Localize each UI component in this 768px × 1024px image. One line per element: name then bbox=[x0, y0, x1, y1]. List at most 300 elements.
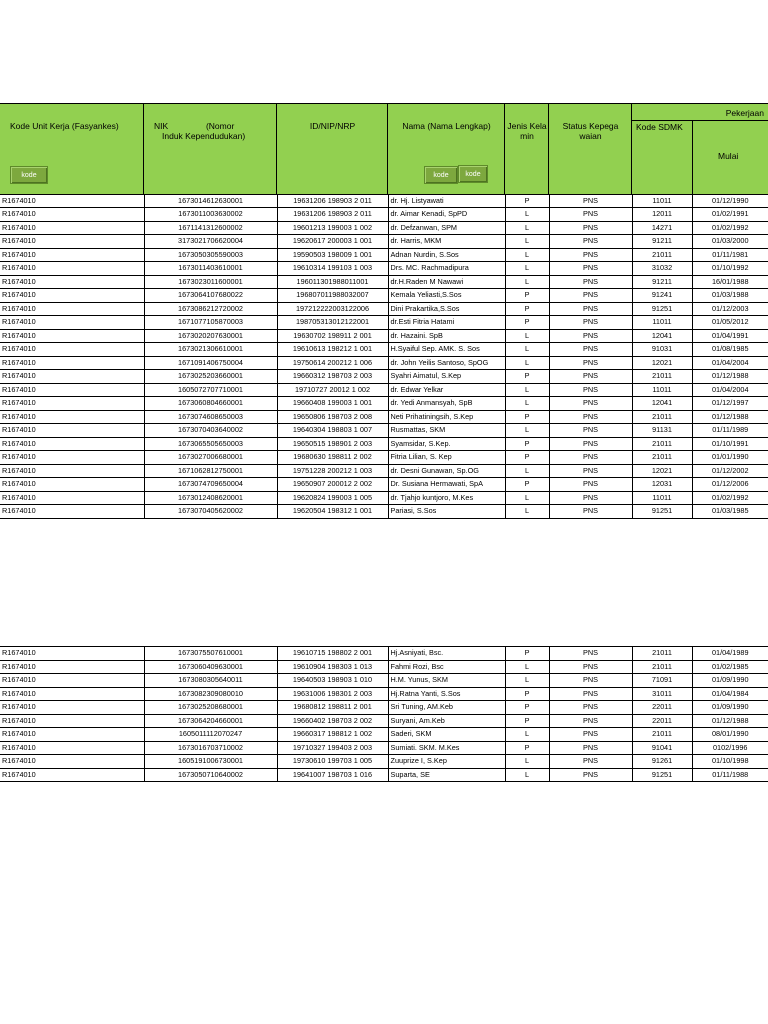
table-row bbox=[0, 728, 768, 742]
nama-cell: Pariasi, S.Sos bbox=[388, 505, 505, 519]
status-cell: PNS bbox=[549, 647, 632, 661]
kode-sdmk-cell: 21011 bbox=[632, 451, 692, 465]
kode-unit-cell: R1674010 bbox=[0, 647, 144, 661]
nama-cell: Syamsidar, S.Kep. bbox=[388, 437, 505, 451]
jenis-kelamin-cell: P bbox=[505, 437, 549, 451]
nik-cell: 1673027006680001 bbox=[144, 451, 277, 465]
table-row bbox=[0, 478, 768, 492]
jenis-kelamin-cell: P bbox=[505, 410, 549, 424]
idnip-cell: 19630702 198911 2 001 bbox=[277, 329, 388, 343]
status-cell: PNS bbox=[549, 491, 632, 505]
nama-cell: Rusmattas, SKM bbox=[388, 424, 505, 438]
idnip-cell: 19680812 198811 2 001 bbox=[277, 701, 388, 715]
kode-unit-cell: R1674010 bbox=[0, 424, 144, 438]
idnip-cell: 19641007 198703 1 016 bbox=[277, 768, 388, 782]
kode-unit-cell: R1674010 bbox=[0, 329, 144, 343]
nama-cell: Suparta, SE bbox=[388, 768, 505, 782]
mulai-cell: 01/12/2006 bbox=[692, 478, 768, 492]
table-row bbox=[0, 370, 768, 384]
nama-cell: Adnan Nurdin, S.Sos bbox=[388, 248, 505, 262]
table-row bbox=[0, 316, 768, 330]
col-idnip-header bbox=[277, 104, 388, 194]
kode-sdmk-cell: 12041 bbox=[632, 397, 692, 411]
nama-cell: dr. Desni Gunawan, Sp.OG bbox=[388, 464, 505, 478]
idnip-cell: 19750614 200212 1 006 bbox=[277, 356, 388, 370]
jenis-kelamin-cell: L bbox=[505, 768, 549, 782]
nama-cell: Dr. Susiana Hermawati, SpA bbox=[388, 478, 505, 492]
kode-unit-cell: R1674010 bbox=[0, 741, 144, 755]
nama-cell: Drs. MC. Rachmadipura bbox=[388, 262, 505, 276]
jenis-kelamin-cell: P bbox=[505, 478, 549, 492]
mulai-cell: 01/11/1981 bbox=[692, 248, 768, 262]
nik-cell: 1673082309080010 bbox=[144, 687, 277, 701]
status-cell: PNS bbox=[549, 275, 632, 289]
kode-unit-cell: R1674010 bbox=[0, 660, 144, 674]
idnip-cell: 19631206 198903 2 011 bbox=[277, 208, 388, 222]
kode-unit-cell: R1674010 bbox=[0, 289, 144, 303]
col-nik-header bbox=[144, 104, 277, 194]
idnip-cell: 19610613 198212 1 001 bbox=[277, 343, 388, 357]
table-row bbox=[0, 356, 768, 370]
status-cell: PNS bbox=[549, 302, 632, 316]
jenis-kelamin-cell: P bbox=[505, 714, 549, 728]
nama-cell: dr. Defzanwan, SPM bbox=[388, 221, 505, 235]
kode-unit-cell: R1674010 bbox=[0, 316, 144, 330]
kode-sdmk-cell: 71091 bbox=[632, 674, 692, 688]
kode-unit-cell: R1674010 bbox=[0, 505, 144, 519]
mulai-cell: 01/05/2012 bbox=[692, 316, 768, 330]
table-row bbox=[0, 701, 768, 715]
jenis-kelamin-cell: L bbox=[505, 262, 549, 276]
kode-sdmk-cell: 91251 bbox=[632, 302, 692, 316]
table-row bbox=[0, 410, 768, 424]
kode-unit-cell: R1674010 bbox=[0, 397, 144, 411]
jenis-kelamin-cell: P bbox=[505, 370, 549, 384]
jenis-kelamin-cell: P bbox=[505, 302, 549, 316]
kode-unit-cell: R1674010 bbox=[0, 370, 144, 384]
mulai-cell: 01/09/1990 bbox=[692, 674, 768, 688]
status-cell: PNS bbox=[549, 714, 632, 728]
status-cell: PNS bbox=[549, 741, 632, 755]
col-nik-label-line2: Induk Kependudukan) bbox=[162, 131, 246, 141]
kode-unit-cell: R1674010 bbox=[0, 343, 144, 357]
nik-cell: 3173021706620004 bbox=[144, 235, 277, 249]
jenis-kelamin-cell: L bbox=[505, 728, 549, 742]
kode-unit-cell: R1674010 bbox=[0, 221, 144, 235]
nama-cell: Hj.Asniyati, Bsc. bbox=[388, 647, 505, 661]
idnip-cell: 198705313012122001 bbox=[277, 316, 388, 330]
kode-unit-cell: R1674010 bbox=[0, 235, 144, 249]
idnip-cell: 19650907 200012 2 002 bbox=[277, 478, 388, 492]
kode-sdmk-cell: 91261 bbox=[632, 755, 692, 769]
idnip-cell: 19620504 198312 1 001 bbox=[277, 505, 388, 519]
jenis-kelamin-cell: L bbox=[505, 491, 549, 505]
jenis-kelamin-cell: P bbox=[505, 701, 549, 715]
idnip-cell: 19660312 198703 2 003 bbox=[277, 370, 388, 384]
status-cell: PNS bbox=[549, 329, 632, 343]
nama-cell: Dini Prakartika,S.Sos bbox=[388, 302, 505, 316]
table-row bbox=[0, 397, 768, 411]
mulai-cell: 01/11/1988 bbox=[692, 768, 768, 782]
col-kode-sdmk-label: Kode SDMK bbox=[636, 122, 683, 132]
nama-cell: dr. John Yeilis Santoso, SpOG bbox=[388, 356, 505, 370]
mulai-cell: 01/03/1985 bbox=[692, 505, 768, 519]
table-row bbox=[0, 275, 768, 289]
mulai-cell: 01/11/1989 bbox=[692, 424, 768, 438]
kode-unit-cell: R1674010 bbox=[0, 383, 144, 397]
nik-cell: 1673064204660001 bbox=[144, 714, 277, 728]
table-row bbox=[0, 248, 768, 262]
pekerjaan-col-divider bbox=[692, 120, 693, 194]
table-row bbox=[0, 741, 768, 755]
idnip-cell: 19610715 198802 2 001 bbox=[277, 647, 388, 661]
nik-cell: 1673065505650003 bbox=[144, 437, 277, 451]
kode-sdmk-cell: 31011 bbox=[632, 687, 692, 701]
nama-cell: dr. Tjahjo kuntjoro, M.Kes bbox=[388, 491, 505, 505]
idnip-cell: 19730610 199703 1 005 bbox=[277, 755, 388, 769]
kode-sdmk-cell: 11011 bbox=[632, 194, 692, 208]
kode-unit-cell: R1674010 bbox=[0, 302, 144, 316]
table-row bbox=[0, 451, 768, 465]
jenis-kelamin-cell: L bbox=[505, 464, 549, 478]
kode-sdmk-cell: 21011 bbox=[632, 660, 692, 674]
kode-sdmk-cell: 91251 bbox=[632, 505, 692, 519]
table-row bbox=[0, 289, 768, 303]
nama-cell: Neti Prihatiningsih, S.Kep bbox=[388, 410, 505, 424]
status-cell: PNS bbox=[549, 221, 632, 235]
kode-sdmk-cell: 21011 bbox=[632, 370, 692, 384]
nik-cell: 1605011112070247 bbox=[144, 728, 277, 742]
kode-sdmk-cell: 21011 bbox=[632, 437, 692, 451]
status-cell: PNS bbox=[549, 248, 632, 262]
nik-cell: 1673086212720002 bbox=[144, 302, 277, 316]
jenis-kelamin-cell: L bbox=[505, 397, 549, 411]
nama-cell: Syahri Aimatul, S.Kep bbox=[388, 370, 505, 384]
status-cell: PNS bbox=[549, 289, 632, 303]
nik-cell: 1671141312600002 bbox=[144, 221, 277, 235]
kode-sdmk-cell: 21011 bbox=[632, 410, 692, 424]
nik-cell: 1673060409630001 bbox=[144, 660, 277, 674]
status-cell: PNS bbox=[549, 410, 632, 424]
mulai-cell: 01/04/2004 bbox=[692, 383, 768, 397]
mulai-cell: 01/04/1989 bbox=[692, 647, 768, 661]
kode-unit-cell: R1674010 bbox=[0, 768, 144, 782]
nama-cell: Hj.Ratna Yanti, S.Sos bbox=[388, 687, 505, 701]
jenis-kelamin-cell: L bbox=[505, 660, 549, 674]
kode-unit-cell: R1674010 bbox=[0, 208, 144, 222]
mulai-cell: 01/02/1991 bbox=[692, 208, 768, 222]
idnip-cell: 19610314 199103 1 003 bbox=[277, 262, 388, 276]
mulai-cell: 01/12/2002 bbox=[692, 464, 768, 478]
kode-sdmk-cell: 11011 bbox=[632, 316, 692, 330]
nik-cell: 1673011403610001 bbox=[144, 262, 277, 276]
table-row bbox=[0, 464, 768, 478]
idnip-cell: 197212222003122006 bbox=[277, 302, 388, 316]
kode-unit-cell: R1674010 bbox=[0, 275, 144, 289]
kode-unit-cell: R1674010 bbox=[0, 755, 144, 769]
table-row bbox=[0, 491, 768, 505]
idnip-cell: 19601213 199003 1 002 bbox=[277, 221, 388, 235]
kode-sdmk-cell: 11011 bbox=[632, 383, 692, 397]
kode-unit-cell: R1674010 bbox=[0, 410, 144, 424]
status-cell: PNS bbox=[549, 208, 632, 222]
nik-cell: 1673060804660001 bbox=[144, 397, 277, 411]
nik-cell: 1673074608650003 bbox=[144, 410, 277, 424]
nik-cell: 1673016703710002 bbox=[144, 741, 277, 755]
nama-cell: dr.Esti Fitria Hatami bbox=[388, 316, 505, 330]
kode-unit-cell: R1674010 bbox=[0, 194, 144, 208]
mulai-cell: 01/02/1985 bbox=[692, 660, 768, 674]
idnip-cell: 19640503 198903 1 010 bbox=[277, 674, 388, 688]
kode-sdmk-cell: 91041 bbox=[632, 741, 692, 755]
nama-cell: Zuuprize I, S.Kep bbox=[388, 755, 505, 769]
nama-cell: dr.H.Raden M Nawawi bbox=[388, 275, 505, 289]
nik-cell: 1673075507610001 bbox=[144, 647, 277, 661]
status-cell: PNS bbox=[549, 424, 632, 438]
nama-cell: Suryani, Am.Keb bbox=[388, 714, 505, 728]
nik-cell: 1671077105870003 bbox=[144, 316, 277, 330]
kode-unit-cell: R1674010 bbox=[0, 356, 144, 370]
table-row bbox=[0, 660, 768, 674]
jenis-kelamin-cell: L bbox=[505, 424, 549, 438]
mulai-cell: 01/04/1991 bbox=[692, 329, 768, 343]
nik-cell: 1673070403640002 bbox=[144, 424, 277, 438]
nik-cell: 1673025208680001 bbox=[144, 701, 277, 715]
status-cell: PNS bbox=[549, 235, 632, 249]
kode-filter-button-2[interactable]: kode bbox=[424, 166, 458, 184]
nik-cell: 1605191006730001 bbox=[144, 755, 277, 769]
kode-unit-cell: R1674010 bbox=[0, 464, 144, 478]
table-row bbox=[0, 343, 768, 357]
nik-cell: 1673023011600001 bbox=[144, 275, 277, 289]
jenis-kelamin-cell: L bbox=[505, 383, 549, 397]
col-kode-unit-header bbox=[0, 104, 144, 194]
mulai-cell: 01/12/1988 bbox=[692, 714, 768, 728]
idnip-cell: 19650806 198703 2 008 bbox=[277, 410, 388, 424]
kode-unit-cell: R1674010 bbox=[0, 478, 144, 492]
idnip-cell: 196011301988011001 bbox=[277, 275, 388, 289]
nik-cell: 1673050305590003 bbox=[144, 248, 277, 262]
jenis-kelamin-cell: P bbox=[505, 289, 549, 303]
nama-cell: Kemala Yeliasti,S.Sos bbox=[388, 289, 505, 303]
kode-sdmk-cell: 91031 bbox=[632, 343, 692, 357]
status-cell: PNS bbox=[549, 356, 632, 370]
kode-sdmk-cell: 21011 bbox=[632, 728, 692, 742]
mulai-cell: 16/01/1988 bbox=[692, 275, 768, 289]
kode-sdmk-cell: 12021 bbox=[632, 464, 692, 478]
nik-cell: 1673080305640011 bbox=[144, 674, 277, 688]
mulai-cell: 01/04/2004 bbox=[692, 356, 768, 370]
idnip-cell: 19640304 198803 1 007 bbox=[277, 424, 388, 438]
col-idnip-label: ID/NIP/NRP bbox=[309, 121, 356, 131]
table-row bbox=[0, 302, 768, 316]
mulai-cell: 01/03/2000 bbox=[692, 235, 768, 249]
jenis-kelamin-cell: L bbox=[505, 248, 549, 262]
status-cell: PNS bbox=[549, 660, 632, 674]
nik-cell: 1673074709650004 bbox=[144, 478, 277, 492]
mulai-cell: 01/09/1990 bbox=[692, 701, 768, 715]
idnip-cell: 196807011988032007 bbox=[277, 289, 388, 303]
mulai-cell: 01/12/1997 bbox=[692, 397, 768, 411]
kode-unit-cell: R1674010 bbox=[0, 701, 144, 715]
nik-cell: 1673020207630001 bbox=[144, 329, 277, 343]
status-cell: PNS bbox=[549, 437, 632, 451]
idnip-cell: 19620617 200003 1 001 bbox=[277, 235, 388, 249]
mulai-cell: 01/08/1985 bbox=[692, 343, 768, 357]
jenis-kelamin-cell: L bbox=[505, 505, 549, 519]
table-row bbox=[0, 194, 768, 208]
status-cell: PNS bbox=[549, 451, 632, 465]
idnip-cell: 19610904 198303 1 013 bbox=[277, 660, 388, 674]
nama-cell: dr. Edwar Yelkar bbox=[388, 383, 505, 397]
jenis-kelamin-cell: L bbox=[505, 235, 549, 249]
mulai-cell: 01/01/1990 bbox=[692, 451, 768, 465]
kode-filter-button[interactable]: kode bbox=[10, 166, 48, 184]
table-row bbox=[0, 437, 768, 451]
nama-cell: dr. Harris, MKM bbox=[388, 235, 505, 249]
table-row bbox=[0, 687, 768, 701]
table-row bbox=[0, 505, 768, 519]
col-jenis-header bbox=[505, 104, 549, 194]
mulai-cell: 01/02/1992 bbox=[692, 221, 768, 235]
nama-cell: dr. Hazaini. SpB bbox=[388, 329, 505, 343]
status-cell: PNS bbox=[549, 755, 632, 769]
nik-cell: 1673014612630001 bbox=[144, 194, 277, 208]
staff-table-2 bbox=[0, 646, 768, 782]
mulai-cell: 01/12/1988 bbox=[692, 370, 768, 384]
idnip-cell: 19660317 198812 1 002 bbox=[277, 728, 388, 742]
nama-cell: Fitria Lilian, S. Kep bbox=[388, 451, 505, 465]
mulai-cell: 01/10/1998 bbox=[692, 755, 768, 769]
mulai-cell: 01/02/1992 bbox=[692, 491, 768, 505]
status-cell: PNS bbox=[549, 316, 632, 330]
nama-cell: H.M. Yunus, SKM bbox=[388, 674, 505, 688]
status-cell: PNS bbox=[549, 674, 632, 688]
nik-cell: 1671062812750001 bbox=[144, 464, 277, 478]
table-row bbox=[0, 262, 768, 276]
col-jenis-label: Jenis Kela min bbox=[507, 121, 547, 141]
jenis-kelamin-cell: L bbox=[505, 755, 549, 769]
idnip-cell: 19631206 198903 2 011 bbox=[277, 194, 388, 208]
idnip-cell: 19590503 198009 1 001 bbox=[277, 248, 388, 262]
kode-unit-cell: R1674010 bbox=[0, 262, 144, 276]
kode-filter-button-3[interactable]: kode bbox=[458, 165, 488, 183]
col-nama-header bbox=[388, 104, 505, 194]
idnip-cell: 19660402 198703 2 002 bbox=[277, 714, 388, 728]
idnip-cell: 19650515 198901 2 003 bbox=[277, 437, 388, 451]
kode-sdmk-cell: 91211 bbox=[632, 275, 692, 289]
nik-cell: 1671091406750004 bbox=[144, 356, 277, 370]
jenis-kelamin-cell: P bbox=[505, 316, 549, 330]
status-cell: PNS bbox=[549, 370, 632, 384]
col-pekerjaan-header bbox=[632, 104, 768, 194]
nama-cell: dr. Aimar Kenadi, SpPD bbox=[388, 208, 505, 222]
kode-sdmk-cell: 12041 bbox=[632, 329, 692, 343]
mulai-cell: 01/12/1988 bbox=[692, 410, 768, 424]
status-cell: PNS bbox=[549, 478, 632, 492]
nik-cell: 1673012408620001 bbox=[144, 491, 277, 505]
pekerjaan-divider bbox=[632, 120, 768, 121]
kode-sdmk-cell: 12011 bbox=[632, 208, 692, 222]
nik-cell: 1605072707710001 bbox=[144, 383, 277, 397]
table-row bbox=[0, 221, 768, 235]
jenis-kelamin-cell: P bbox=[505, 687, 549, 701]
kode-unit-cell: R1674010 bbox=[0, 248, 144, 262]
col-pekerjaan-label: Pekerjaan bbox=[725, 108, 764, 118]
table-header bbox=[0, 103, 768, 195]
jenis-kelamin-cell: P bbox=[505, 647, 549, 661]
status-cell: PNS bbox=[549, 397, 632, 411]
mulai-cell: 01/12/2003 bbox=[692, 302, 768, 316]
jenis-kelamin-cell: P bbox=[505, 741, 549, 755]
kode-sdmk-cell: 21011 bbox=[632, 248, 692, 262]
kode-sdmk-cell: 12021 bbox=[632, 356, 692, 370]
kode-sdmk-cell: 91211 bbox=[632, 235, 692, 249]
mulai-cell: 08/01/1990 bbox=[692, 728, 768, 742]
idnip-cell: 19710327 199403 2 003 bbox=[277, 741, 388, 755]
kode-unit-cell: R1674010 bbox=[0, 491, 144, 505]
jenis-kelamin-cell: P bbox=[505, 451, 549, 465]
kode-unit-cell: R1674010 bbox=[0, 451, 144, 465]
kode-sdmk-cell: 22011 bbox=[632, 701, 692, 715]
nama-cell: dr. Yedi Anmansyah, SpB bbox=[388, 397, 505, 411]
mulai-cell: 01/10/1992 bbox=[692, 262, 768, 276]
status-cell: PNS bbox=[549, 687, 632, 701]
idnip-cell: 19710727 20012 1 002 bbox=[277, 383, 388, 397]
table-row bbox=[0, 755, 768, 769]
nik-cell: 1673050710640002 bbox=[144, 768, 277, 782]
table-row bbox=[0, 329, 768, 343]
jenis-kelamin-cell: L bbox=[505, 275, 549, 289]
status-cell: PNS bbox=[549, 728, 632, 742]
idnip-cell: 19751228 200212 1 003 bbox=[277, 464, 388, 478]
col-kode-unit-label: Kode Unit Kerja (Fasyankes) bbox=[10, 121, 119, 131]
nama-cell: Saderi, SKM bbox=[388, 728, 505, 742]
table-row bbox=[0, 424, 768, 438]
table-row bbox=[0, 647, 768, 661]
kode-sdmk-cell: 31032 bbox=[632, 262, 692, 276]
jenis-kelamin-cell: L bbox=[505, 674, 549, 688]
nama-cell: H.Syaiful Sep. AMK. S. Sos bbox=[388, 343, 505, 357]
mulai-cell: 01/10/1991 bbox=[692, 437, 768, 451]
jenis-kelamin-cell: L bbox=[505, 208, 549, 222]
kode-sdmk-cell: 14271 bbox=[632, 221, 692, 235]
status-cell: PNS bbox=[549, 383, 632, 397]
status-cell: PNS bbox=[549, 505, 632, 519]
jenis-kelamin-cell: L bbox=[505, 343, 549, 357]
mulai-cell: 01/04/1984 bbox=[692, 687, 768, 701]
idnip-cell: 19620824 199003 1 005 bbox=[277, 491, 388, 505]
idnip-cell: 19680630 198811 2 002 bbox=[277, 451, 388, 465]
nama-cell: Sri Tuning, AM.Keb bbox=[388, 701, 505, 715]
nik-cell: 1673025203660001 bbox=[144, 370, 277, 384]
mulai-cell: 0102/1996 bbox=[692, 741, 768, 755]
kode-unit-cell: R1674010 bbox=[0, 437, 144, 451]
mulai-cell: 01/03/1988 bbox=[692, 289, 768, 303]
status-cell: PNS bbox=[549, 464, 632, 478]
kode-sdmk-cell: 12031 bbox=[632, 478, 692, 492]
idnip-cell: 19631006 198301 2 003 bbox=[277, 687, 388, 701]
col-status-header bbox=[549, 104, 632, 194]
kode-unit-cell: R1674010 bbox=[0, 728, 144, 742]
nik-cell: 1673011003630002 bbox=[144, 208, 277, 222]
status-cell: PNS bbox=[549, 768, 632, 782]
table-row bbox=[0, 674, 768, 688]
col-nama-label: Nama (Nama Lengkap) bbox=[402, 121, 491, 131]
status-cell: PNS bbox=[549, 343, 632, 357]
kode-sdmk-cell: 91251 bbox=[632, 768, 692, 782]
col-mulai-label: Mulai bbox=[718, 151, 739, 161]
